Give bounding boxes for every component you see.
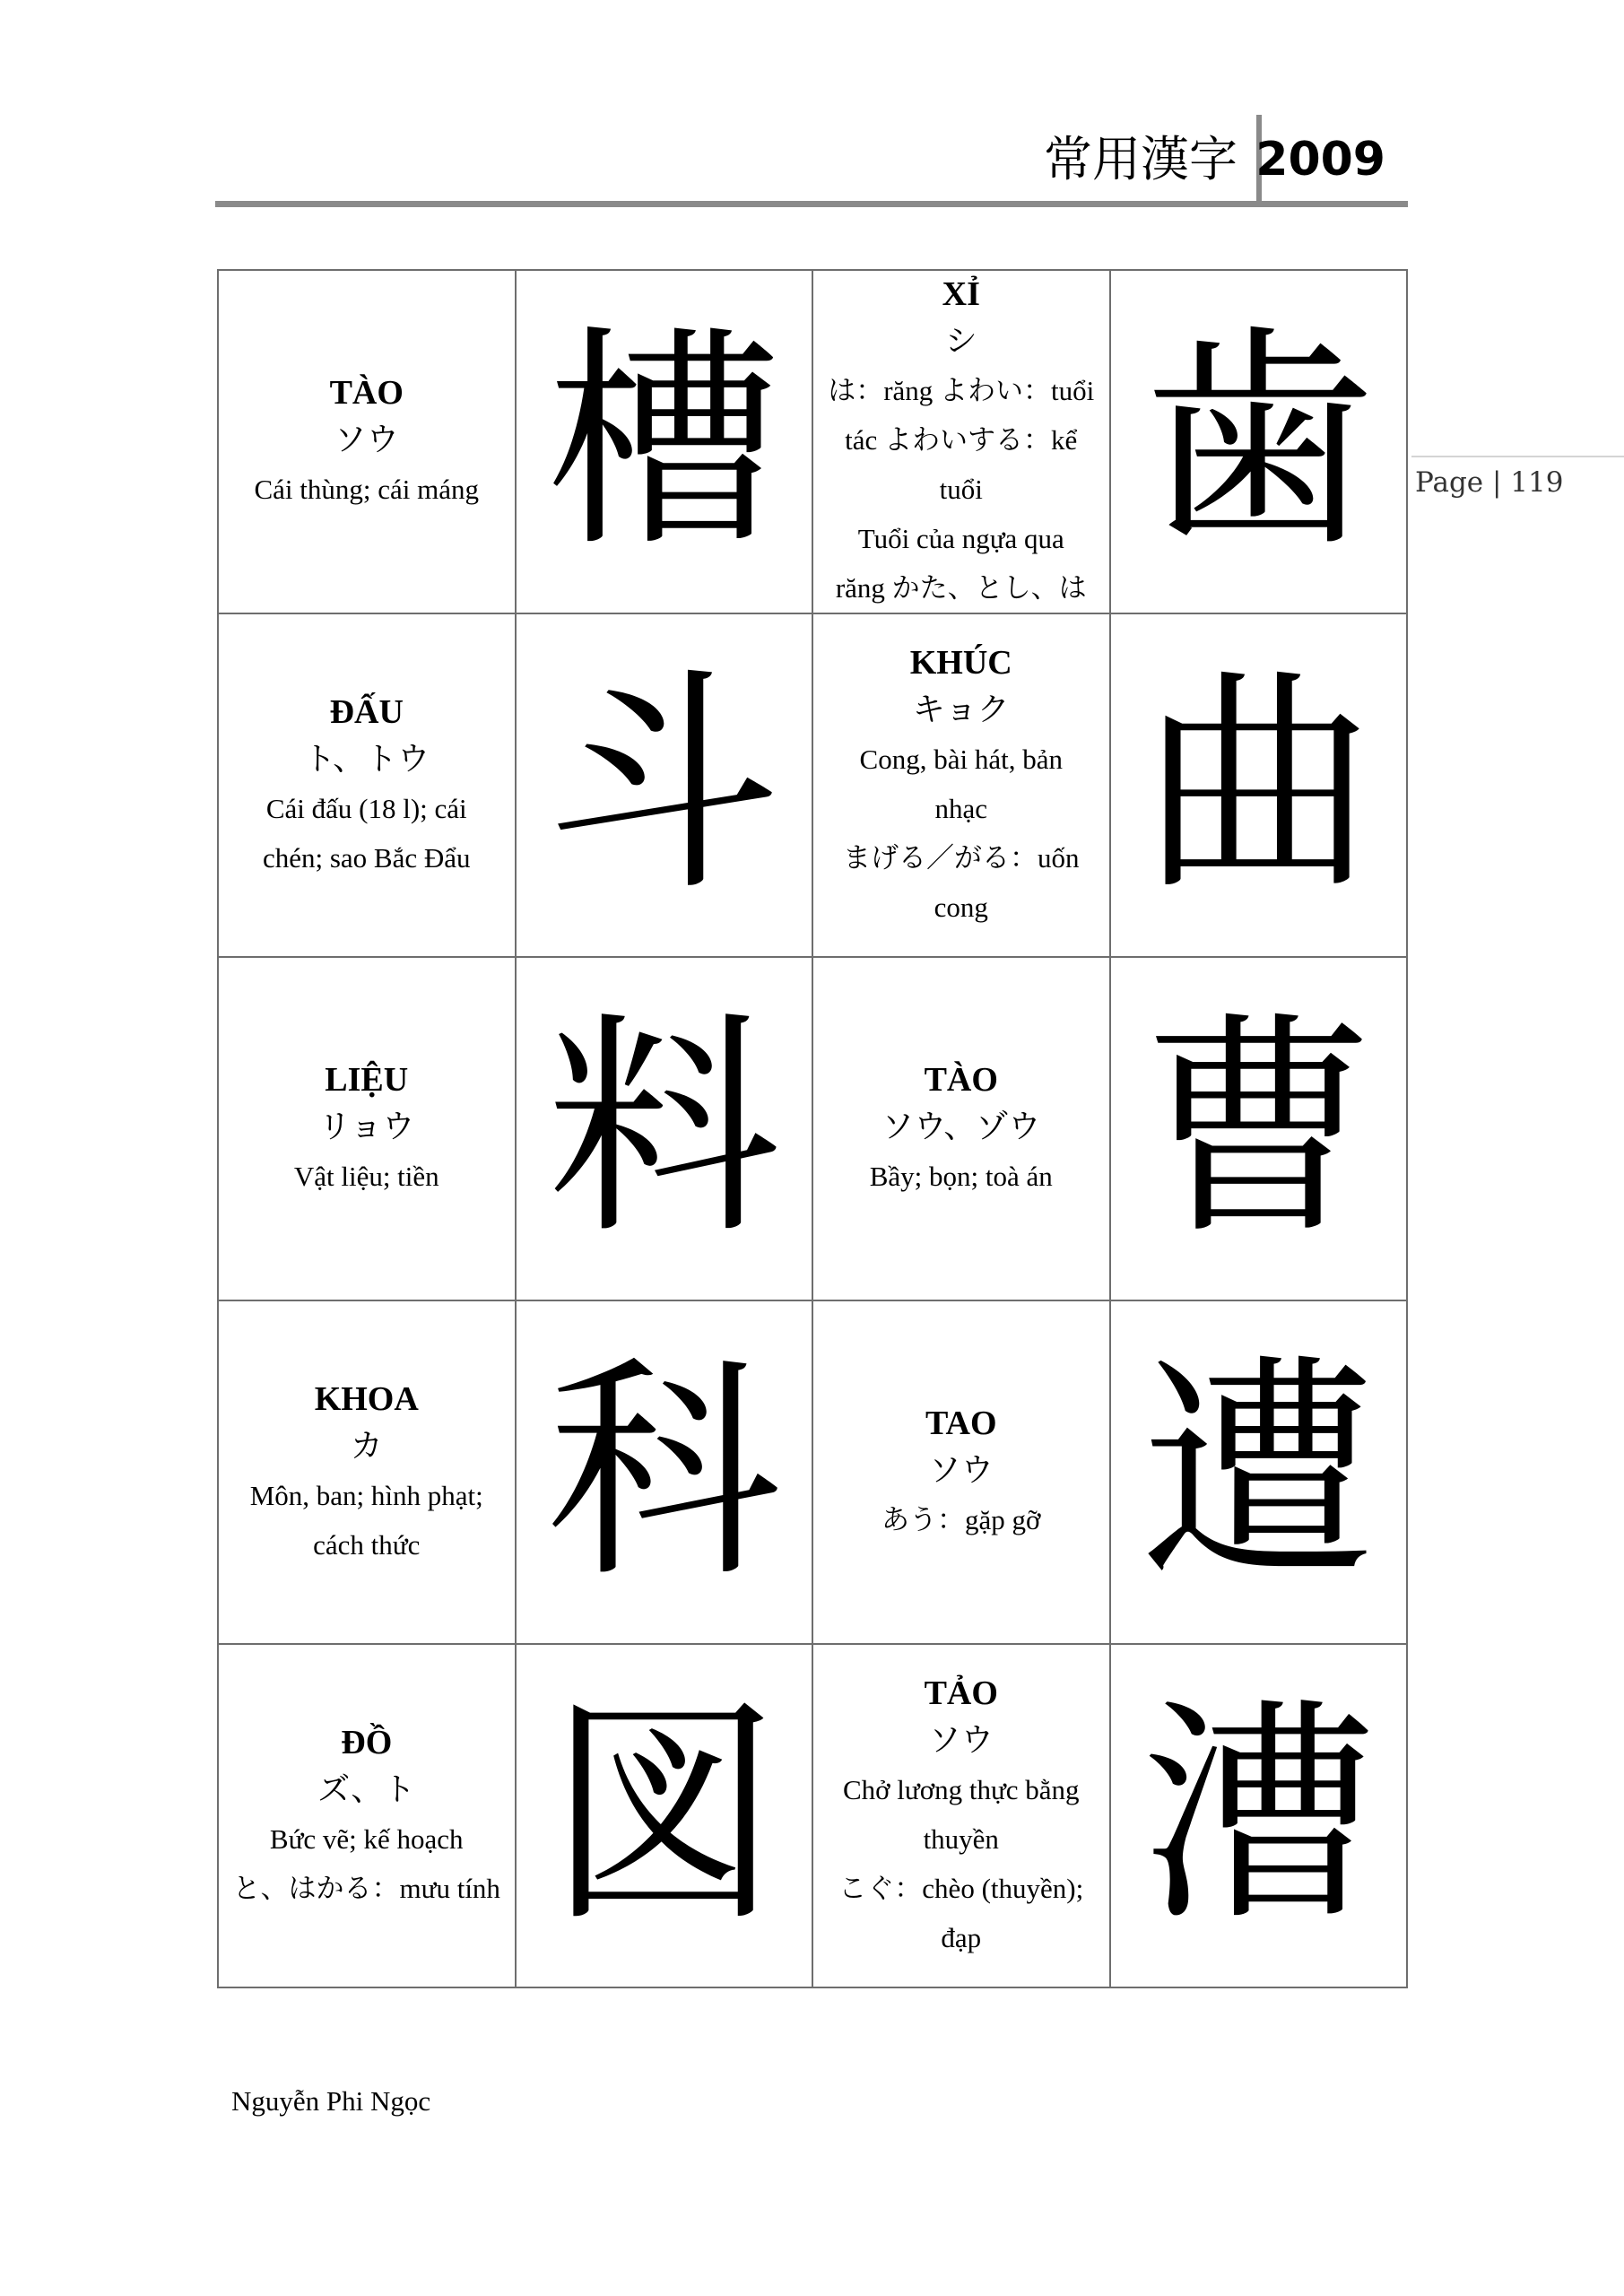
entry-meaning-line: Bầy; bọn; toà án xyxy=(869,1161,1053,1192)
entry-info xyxy=(813,1400,1109,1544)
entry-reading: XỈ xyxy=(942,275,980,313)
page-header xyxy=(215,115,1408,207)
entry-meaning-line: đạp xyxy=(941,1921,982,1953)
entry-meaning-line: と、はかる：mưu tính xyxy=(232,1872,500,1904)
entry-meaning-line: nhạc xyxy=(934,792,988,824)
table-row xyxy=(218,957,1407,1300)
entry-kana: リョウ xyxy=(318,1109,415,1145)
entry-meaning-line: Tuổi của ngựa qua xyxy=(857,523,1064,554)
entry-info xyxy=(813,271,1109,613)
kanji-character: 曲 xyxy=(1141,648,1376,922)
page-number xyxy=(1411,456,1624,511)
kanji-cell xyxy=(1110,1644,1408,1987)
entry-kana: シ xyxy=(944,323,977,360)
entry-info xyxy=(219,1719,515,1913)
kanji-cell xyxy=(1110,613,1408,957)
entry-info-cell xyxy=(218,270,516,613)
entry-meaning-line: Môn, ban; hình phạt; xyxy=(249,1479,483,1511)
entry-meaning-line: cách thức xyxy=(313,1528,421,1561)
entry-info xyxy=(813,1057,1109,1201)
entry-meaning-line: Cái thùng; cái máng xyxy=(254,474,480,505)
entry-info xyxy=(219,1057,515,1201)
entry-meaning-line: まげる／がる：uốn xyxy=(843,841,1080,874)
entry-meaning-line: Cái đấu (18 l); cái xyxy=(265,792,467,824)
table-row xyxy=(218,1644,1407,1987)
entry-info-cell xyxy=(812,1300,1110,1644)
entry-info-cell xyxy=(218,613,516,957)
entry-reading: TAO xyxy=(925,1405,997,1442)
entry-reading: ĐỒ xyxy=(341,1723,393,1761)
kanji-character: 図 xyxy=(546,1678,782,1952)
entry-kana: ソウ、ゾウ xyxy=(881,1109,1041,1145)
entry-info-cell xyxy=(812,957,1110,1300)
kanji-character: 曹 xyxy=(1141,991,1376,1265)
entry-info-cell xyxy=(218,957,516,1300)
kanji-cell xyxy=(516,613,813,957)
entry-info xyxy=(219,1376,515,1570)
kanji-cell xyxy=(1110,957,1408,1300)
entry-meaning-line: あう：gặp gỡ xyxy=(881,1504,1041,1535)
kanji-character: 遭 xyxy=(1141,1335,1376,1609)
entry-info-cell xyxy=(812,613,1110,957)
entry-reading: TÀO xyxy=(924,1061,998,1099)
kanji-table-body xyxy=(218,270,1407,1987)
footer-author: Nguyễn Phi Ngọc xyxy=(231,2085,431,2117)
entry-kana: ズ、ト xyxy=(317,1770,416,1808)
table-row xyxy=(218,270,1407,613)
entry-info-cell xyxy=(218,1300,516,1644)
entry-meaning-line: răng かた、とし、は xyxy=(835,572,1087,604)
entry-reading: KHOA xyxy=(314,1379,419,1418)
entry-info xyxy=(813,1670,1109,1962)
kanji-character: 科 xyxy=(546,1335,782,1609)
entry-reading: TÀO xyxy=(329,374,404,412)
kanji-cell xyxy=(516,1644,813,1987)
entry-reading: KHÚC xyxy=(909,643,1012,682)
entry-kana: ソウ xyxy=(928,1721,994,1759)
entry-meaning-line: Vật liệu; tiền xyxy=(293,1161,439,1192)
entry-info xyxy=(219,689,515,883)
table-row xyxy=(218,613,1407,957)
entry-info xyxy=(219,370,515,514)
entry-meaning-line: tuổi xyxy=(939,474,983,505)
entry-meaning-line: thuyền xyxy=(923,1822,999,1855)
kanji-cell xyxy=(516,957,813,1300)
entry-meaning-line: こぐ：chèo (thuyền); xyxy=(838,1872,1084,1904)
entry-reading: ĐẤU xyxy=(329,692,404,731)
entry-meaning-line: Chở lương thực bằng xyxy=(842,1773,1080,1805)
header-title: 常用漢字 xyxy=(1044,131,1238,187)
kanji-table xyxy=(217,269,1408,1988)
entry-info-cell xyxy=(812,1644,1110,1987)
kanji-cell xyxy=(516,270,813,613)
entry-kana: キョク xyxy=(912,691,1010,728)
entry-kana: ソウ xyxy=(334,422,399,458)
header-year: 2009 xyxy=(1255,133,1385,187)
kanji-cell xyxy=(516,1300,813,1644)
entry-meaning-line: Bức vẽ; kế hoạch xyxy=(269,1822,464,1855)
entry-kana: カ xyxy=(350,1427,383,1465)
entry-meaning-line: Cong, bài hát, bản xyxy=(859,743,1063,775)
entry-kana: ソウ xyxy=(928,1452,994,1489)
kanji-character: 歯 xyxy=(1141,304,1376,578)
entry-meaning-line: は：răng よわい：tuổi xyxy=(828,375,1095,406)
entry-meaning-line: tác よわいする：kể xyxy=(845,424,1078,456)
kanji-character: 漕 xyxy=(1141,1678,1376,1952)
table-row xyxy=(218,1300,1407,1644)
kanji-character: 料 xyxy=(546,991,782,1265)
kanji-cell xyxy=(1110,270,1408,613)
entry-kana: ト、トウ xyxy=(303,740,430,778)
kanji-character: 斗 xyxy=(546,648,782,922)
entry-info-cell xyxy=(812,270,1110,613)
entry-info-cell xyxy=(218,1644,516,1987)
kanji-character: 槽 xyxy=(546,304,782,578)
entry-reading: LIỆU xyxy=(325,1061,409,1099)
entry-reading: TẢO xyxy=(924,1674,998,1712)
entry-meaning-line: cong xyxy=(934,891,988,923)
entry-meaning-line: chén; sao Bắc Đẩu xyxy=(262,841,471,874)
page-number-label: Page | 119 xyxy=(1415,466,1564,499)
entry-info xyxy=(813,639,1109,932)
kanji-cell xyxy=(1110,1300,1408,1644)
